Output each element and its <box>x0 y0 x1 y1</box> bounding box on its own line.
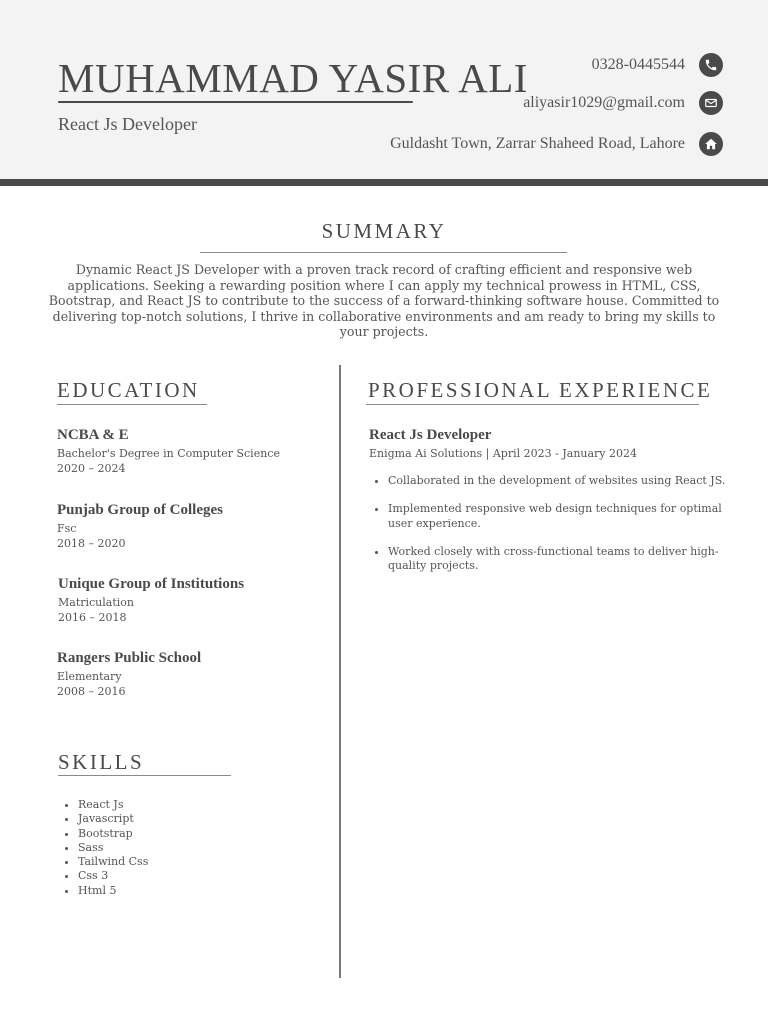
school-name: Unique Group of Institutions <box>58 576 245 592</box>
skills-list <box>57 798 148 898</box>
skill-item: • Css 3 <box>78 869 148 883</box>
experience-item <box>369 427 739 587</box>
education-item <box>58 576 328 625</box>
home-icon <box>699 132 723 156</box>
job-bullet: • Implemented responsive web design techniques for optimal user experience. <box>388 502 739 531</box>
skill-item: • Sass <box>78 841 148 855</box>
experience-title: PROFESSIONAL EXPERIENCE <box>368 378 713 402</box>
phone-text: 0328-0445544 <box>591 56 685 73</box>
education-item <box>57 427 327 476</box>
name-underline <box>58 101 413 103</box>
education-item <box>57 502 327 551</box>
address-text: Guldasht Town, Zarrar Shaheed Road, Lahore <box>390 135 685 152</box>
summary-title: SUMMARY <box>321 219 447 243</box>
years: 2016 – 2018 <box>58 610 127 624</box>
contact-phone <box>592 53 723 77</box>
years: 2020 – 2024 <box>57 461 126 475</box>
header-divider-bar <box>0 179 768 186</box>
job-bullet: • Worked closely with cross-functional teams to deliver high-quality projects. <box>388 545 739 574</box>
skill-item: • React Js <box>78 798 148 812</box>
email-text: aliyasir1029@gmail.com <box>523 94 685 111</box>
experience-underline <box>366 404 699 405</box>
degree: Bachelor's Degree in Computer Science <box>57 447 280 460</box>
summary-text: Dynamic React JS Developer with a proven track record of crafting efficient and responsive web applications. Seeking a rewarding position where I can apply my technical prowess in HTML, CSS, Bootstrap, and React JS to contribute to the success of a forward-thinking software house. Committed to delivering top-notch solutions, I thrive in collaborative environments and am ready to bring my skills to your projects. <box>48 262 720 340</box>
school-name: NCBA & E <box>57 427 129 443</box>
years: 2008 – 2016 <box>57 684 126 698</box>
contact-email <box>523 91 723 115</box>
summary-underline <box>200 252 567 253</box>
skill-item: • Javascript <box>78 812 148 826</box>
skills-title: SKILLS <box>58 750 145 774</box>
email-icon <box>699 91 723 115</box>
years: 2018 – 2020 <box>57 536 126 550</box>
degree: Fsc <box>57 522 77 535</box>
job-title: React Js Developer <box>369 427 492 443</box>
skills-underline <box>58 775 231 776</box>
candidate-name: MUHAMMAD YASIR ALI <box>58 55 528 101</box>
school-name: Rangers Public School <box>57 650 202 666</box>
school-name: Punjab Group of Colleges <box>57 502 223 518</box>
education-underline <box>57 404 207 405</box>
job-bullet: • Collaborated in the development of websites using React JS. <box>388 474 739 488</box>
candidate-role: React Js Developer <box>58 114 197 134</box>
skill-item: • Tailwind Css <box>78 855 148 869</box>
degree: Elementary <box>57 670 122 683</box>
phone-icon <box>699 53 723 77</box>
job-bullets <box>369 474 739 573</box>
contact-address <box>390 132 723 156</box>
skill-item: • Bootstrap <box>78 827 148 841</box>
job-meta: Enigma Ai Solutions | April 2023 - January 2024 <box>369 447 638 460</box>
skill-item: • Html 5 <box>78 884 148 898</box>
column-divider <box>339 365 341 978</box>
education-title: EDUCATION <box>57 378 200 402</box>
education-item <box>57 650 327 699</box>
degree: Matriculation <box>58 596 134 609</box>
